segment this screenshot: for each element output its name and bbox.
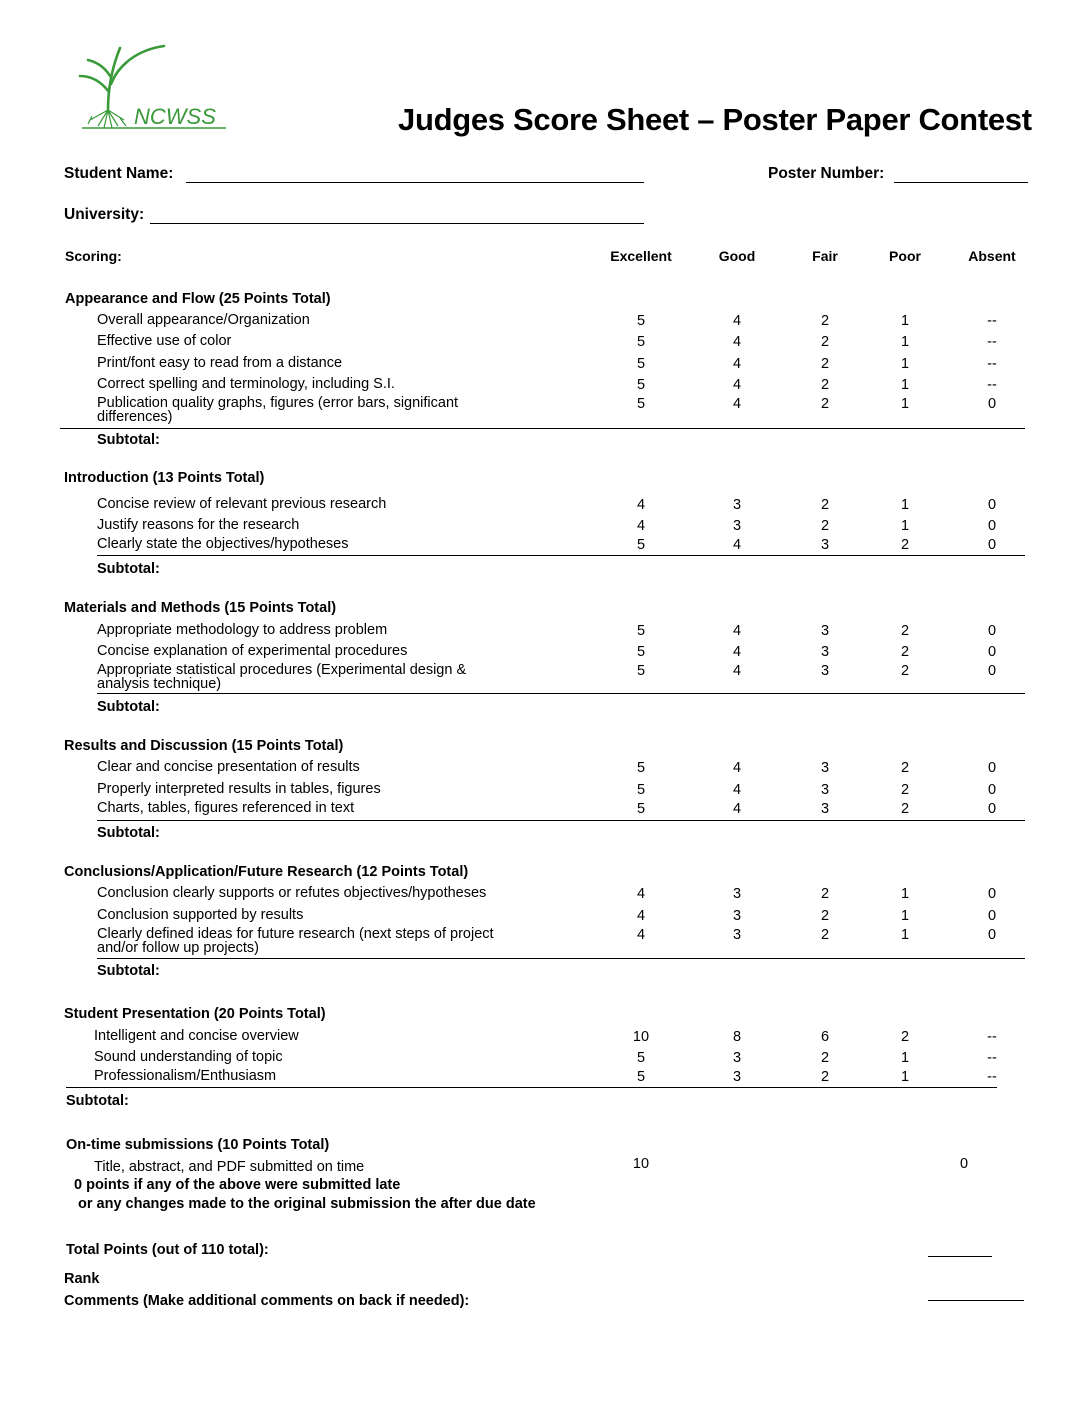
criterion-label: Appropriate statistical procedures (Experimental design & xyxy=(97,662,467,678)
section-divider xyxy=(97,693,1025,694)
column-fair: Fair xyxy=(812,248,838,264)
score-poor[interactable]: 2 xyxy=(900,623,910,639)
score-absent[interactable]: 0 xyxy=(987,537,997,553)
subtotal-label: Subtotal: xyxy=(97,963,160,979)
score-good[interactable]: 4 xyxy=(732,396,742,412)
score-absent[interactable]: 0 xyxy=(987,886,997,902)
score-excellent[interactable]: 5 xyxy=(636,623,646,639)
score-excellent[interactable]: 5 xyxy=(636,760,646,776)
section-title-results: Results and Discussion (15 Points Total) xyxy=(64,738,344,754)
score-poor[interactable]: 1 xyxy=(900,518,910,534)
score-fair[interactable]: 3 xyxy=(820,644,830,660)
criterion-label: Appropriate methodology to address problem xyxy=(97,622,388,638)
comments-label: Comments (Make additional comments on back if needed): xyxy=(64,1293,470,1309)
score-absent[interactable]: -- xyxy=(987,377,997,393)
score-excellent[interactable]: 4 xyxy=(636,497,646,513)
score-absent[interactable]: 0 xyxy=(987,623,997,639)
score-excellent[interactable]: 5 xyxy=(636,663,646,679)
score-excellent[interactable]: 5 xyxy=(636,377,646,393)
score-excellent[interactable]: 5 xyxy=(636,801,646,817)
score-poor[interactable]: 2 xyxy=(900,663,910,679)
poster-number-label: Poster Number: xyxy=(768,165,885,182)
column-excellent: Excellent xyxy=(610,248,672,264)
section-title-introduction: Introduction (13 Points Total) xyxy=(64,470,265,486)
score-fair[interactable]: 3 xyxy=(820,537,830,553)
criterion-label: Justify reasons for the research xyxy=(97,517,300,533)
criterion-label: Conclusion clearly supports or refutes objectives/hypotheses xyxy=(97,885,487,901)
score-absent[interactable]: 0 xyxy=(987,927,997,943)
criterion-label: Intelligent and concise overview xyxy=(94,1028,299,1044)
criterion-label: Concise explanation of experimental procedures xyxy=(97,643,408,659)
score-absent[interactable]: 0 xyxy=(987,908,997,924)
score-excellent[interactable]: 4 xyxy=(636,886,646,902)
score-poor[interactable]: 2 xyxy=(900,537,910,553)
subtotal-label: Subtotal: xyxy=(97,699,160,715)
score-absent[interactable]: 0 xyxy=(987,497,997,513)
criterion-label-continued: and/or follow up projects) xyxy=(97,940,259,956)
criterion-label: Clearly state the objectives/hypotheses xyxy=(97,536,349,552)
score-poor[interactable]: 1 xyxy=(900,377,910,393)
section-divider xyxy=(97,820,1025,821)
ontime-absent-score: 0 xyxy=(959,1156,969,1172)
score-good[interactable]: 3 xyxy=(732,886,742,902)
criterion-label: Clear and concise presentation of results xyxy=(97,759,360,775)
subtotal-label: Subtotal: xyxy=(97,561,160,577)
score-absent[interactable]: -- xyxy=(987,1029,997,1045)
logo-text: NCWSS xyxy=(134,104,216,129)
score-fair[interactable]: 2 xyxy=(820,396,830,412)
score-good[interactable]: 3 xyxy=(732,497,742,513)
criterion-label: Clearly defined ideas for future research (next steps of project xyxy=(97,926,494,942)
score-fair[interactable]: 3 xyxy=(820,623,830,639)
score-poor[interactable]: 1 xyxy=(900,908,910,924)
scoring-label: Scoring: xyxy=(65,248,122,264)
score-absent[interactable]: 0 xyxy=(987,663,997,679)
score-poor[interactable]: 1 xyxy=(900,497,910,513)
score-excellent[interactable]: 5 xyxy=(636,782,646,798)
score-poor[interactable]: 1 xyxy=(900,396,910,412)
score-absent[interactable]: -- xyxy=(987,1069,997,1085)
score-excellent[interactable]: 5 xyxy=(636,644,646,660)
score-poor[interactable]: 2 xyxy=(900,801,910,817)
section-divider xyxy=(97,555,1025,556)
total-points-field[interactable] xyxy=(928,1256,992,1257)
score-fair[interactable]: 2 xyxy=(820,908,830,924)
score-good[interactable]: 4 xyxy=(732,334,742,350)
subtotal-label: Subtotal: xyxy=(97,825,160,841)
subtotal-label: Subtotal: xyxy=(66,1093,129,1109)
column-good: Good xyxy=(718,248,756,264)
score-good[interactable]: 3 xyxy=(732,1050,742,1066)
section-divider xyxy=(60,428,1025,429)
score-good[interactable]: 4 xyxy=(732,313,742,329)
criterion-label: Conclusion supported by results xyxy=(97,907,304,923)
student-name-label: Student Name: xyxy=(64,165,174,182)
score-good[interactable]: 3 xyxy=(732,1069,742,1085)
score-good[interactable]: 4 xyxy=(732,537,742,553)
score-good[interactable]: 4 xyxy=(732,782,742,798)
criterion-label: Professionalism/Enthusiasm xyxy=(94,1068,277,1084)
score-good[interactable]: 3 xyxy=(732,927,742,943)
score-fair[interactable]: 3 xyxy=(820,760,830,776)
criterion-label-continued: differences) xyxy=(97,409,173,425)
poster-number-field[interactable] xyxy=(894,182,1028,183)
score-poor[interactable]: 2 xyxy=(900,644,910,660)
score-good[interactable]: 3 xyxy=(732,518,742,534)
score-excellent[interactable]: 10 xyxy=(632,1029,650,1045)
score-excellent[interactable]: 5 xyxy=(636,313,646,329)
section-title-conclusions: Conclusions/Application/Future Research (12 Points Total) xyxy=(64,864,469,880)
score-fair[interactable]: 2 xyxy=(820,356,830,372)
score-good[interactable]: 4 xyxy=(732,377,742,393)
score-excellent[interactable]: 5 xyxy=(636,356,646,372)
section-divider xyxy=(97,958,1025,959)
score-excellent[interactable]: 5 xyxy=(636,396,646,412)
score-poor[interactable]: 1 xyxy=(900,927,910,943)
total-points-label: Total Points (out of 110 total): xyxy=(66,1242,269,1258)
score-absent[interactable]: 0 xyxy=(987,518,997,534)
score-poor[interactable]: 1 xyxy=(900,356,910,372)
score-absent[interactable]: -- xyxy=(987,356,997,372)
score-poor[interactable]: 2 xyxy=(900,782,910,798)
score-poor[interactable]: 1 xyxy=(900,886,910,902)
score-poor[interactable]: 1 xyxy=(900,1050,910,1066)
score-fair[interactable]: 2 xyxy=(820,497,830,513)
score-excellent[interactable]: 5 xyxy=(636,537,646,553)
score-good[interactable]: 4 xyxy=(732,663,742,679)
score-excellent[interactable]: 5 xyxy=(636,1069,646,1085)
criterion-label: Sound understanding of topic xyxy=(94,1049,283,1065)
score-fair[interactable]: 3 xyxy=(820,801,830,817)
criterion-label: Print/font easy to read from a distance xyxy=(97,355,343,371)
criterion-label: Overall appearance/Organization xyxy=(97,312,310,328)
section-title-ontime: On-time submissions (10 Points Total) xyxy=(66,1137,330,1153)
university-field[interactable] xyxy=(150,223,644,224)
score-good[interactable]: 4 xyxy=(732,801,742,817)
comments-field[interactable] xyxy=(928,1300,1024,1301)
score-excellent[interactable]: 4 xyxy=(636,518,646,534)
score-good[interactable]: 3 xyxy=(732,908,742,924)
score-absent[interactable]: 0 xyxy=(987,760,997,776)
score-fair[interactable]: 2 xyxy=(820,927,830,943)
score-fair[interactable]: 2 xyxy=(820,313,830,329)
score-fair[interactable]: 2 xyxy=(820,377,830,393)
score-poor[interactable]: 1 xyxy=(900,313,910,329)
score-good[interactable]: 8 xyxy=(732,1029,742,1045)
score-fair[interactable]: 2 xyxy=(820,886,830,902)
score-absent[interactable]: -- xyxy=(987,334,997,350)
score-good[interactable]: 4 xyxy=(732,644,742,660)
score-good[interactable]: 4 xyxy=(732,356,742,372)
student-name-field[interactable] xyxy=(186,182,644,183)
score-poor[interactable]: 1 xyxy=(900,1069,910,1085)
score-fair[interactable]: 3 xyxy=(820,663,830,679)
section-title-appearance: Appearance and Flow (25 Points Total) xyxy=(65,291,331,307)
score-good[interactable]: 4 xyxy=(732,623,742,639)
section-divider xyxy=(66,1087,997,1088)
criterion-label: Properly interpreted results in tables, figures xyxy=(97,781,381,797)
section-title-materials: Materials and Methods (15 Points Total) xyxy=(64,600,337,616)
rank-label: Rank xyxy=(64,1271,100,1287)
score-absent[interactable]: 0 xyxy=(987,782,997,798)
score-poor[interactable]: 2 xyxy=(900,760,910,776)
criterion-label: Charts, tables, figures referenced in text xyxy=(97,800,355,816)
ontime-note-2: or any changes made to the original submission the after due date xyxy=(78,1196,536,1212)
score-poor[interactable]: 2 xyxy=(900,1029,910,1045)
score-absent[interactable]: 0 xyxy=(987,396,997,412)
score-excellent[interactable]: 5 xyxy=(636,1050,646,1066)
criterion-label: Correct spelling and terminology, including S.I. xyxy=(97,376,395,392)
criterion-label: Publication quality graphs, figures (error bars, significant xyxy=(97,395,459,411)
criterion-label-continued: analysis technique) xyxy=(97,676,222,692)
score-absent[interactable]: 0 xyxy=(987,644,997,660)
section-title-presentation: Student Presentation (20 Points Total) xyxy=(64,1006,326,1022)
ncwss-logo xyxy=(78,40,230,134)
university-label: University: xyxy=(64,206,145,223)
subtotal-label: Subtotal: xyxy=(97,432,160,448)
score-fair[interactable]: 2 xyxy=(820,518,830,534)
ontime-excellent-score: 10 xyxy=(632,1156,650,1172)
score-absent[interactable]: -- xyxy=(987,1050,997,1066)
column-absent: Absent xyxy=(968,248,1016,264)
score-fair[interactable]: 2 xyxy=(820,1069,830,1085)
ontime-note-1: 0 points if any of the above were submitted late xyxy=(74,1177,401,1193)
criterion-label: Concise review of relevant previous research xyxy=(97,496,387,512)
page-title: Judges Score Sheet – Poster Paper Contest xyxy=(398,102,1032,137)
score-absent[interactable]: 0 xyxy=(987,801,997,817)
criterion-label: Effective use of color xyxy=(97,333,232,349)
score-fair[interactable]: 3 xyxy=(820,782,830,798)
score-excellent[interactable]: 4 xyxy=(636,908,646,924)
ontime-item: Title, abstract, and PDF submitted on time xyxy=(94,1159,365,1175)
score-absent[interactable]: -- xyxy=(987,313,997,329)
score-fair[interactable]: 2 xyxy=(820,1050,830,1066)
column-poor: Poor xyxy=(889,248,921,264)
score-fair[interactable]: 6 xyxy=(820,1029,830,1045)
score-good[interactable]: 4 xyxy=(732,760,742,776)
score-poor[interactable]: 1 xyxy=(900,334,910,350)
score-fair[interactable]: 2 xyxy=(820,334,830,350)
score-excellent[interactable]: 5 xyxy=(636,334,646,350)
score-excellent[interactable]: 4 xyxy=(636,927,646,943)
